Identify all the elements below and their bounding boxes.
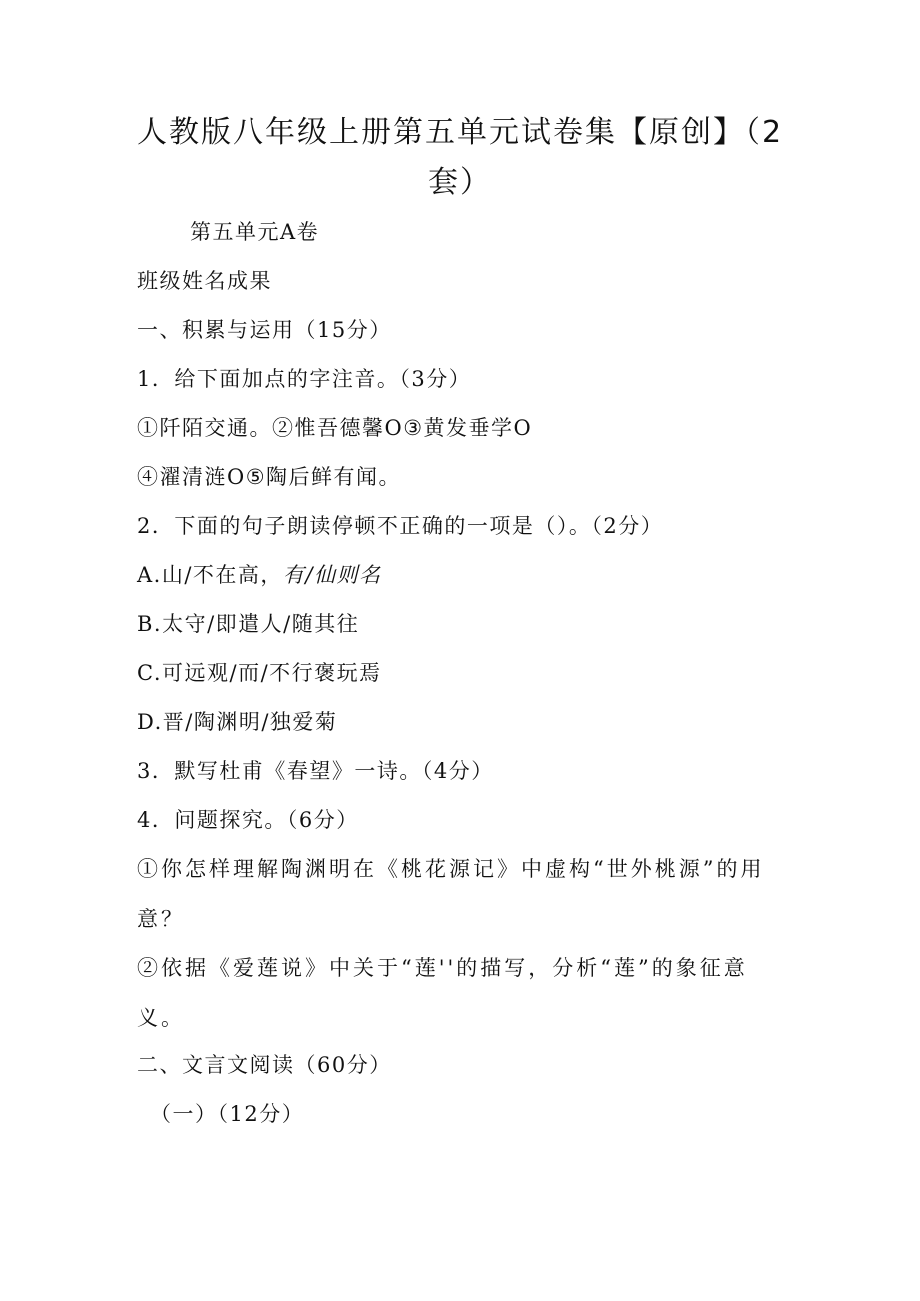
question-2-stem: 2．下面的句子朗读停顿不正确的一项是（）。（2分） <box>137 514 664 538</box>
question-2-option-a <box>137 560 382 590</box>
question-1-line-1: ①阡陌交通。②惟吾德馨O③黄发垂学O <box>137 416 533 440</box>
unit-subtitle: 第五单元A卷 <box>190 220 320 244</box>
question-4-sub-1: ①你怎样理解陶渊明在《桃花源记》中虚构“世外桃源”的用意？ <box>137 857 765 931</box>
question-2-option-c: C.可远观/而/不行褒玩焉 <box>137 661 382 685</box>
question-1-line-2: ④濯清涟O⑤陶后鲜有闻。 <box>137 465 402 489</box>
option-a-plain-text: A.山/不在高， <box>137 563 283 587</box>
document-title: 人教版八年级上册第五单元试卷集【原创】（2套） <box>136 115 784 200</box>
section-2-part-1: （一）（12分） <box>150 1102 305 1126</box>
question-2-option-d: D.晋/陶渊明/独爱菊 <box>137 710 338 734</box>
class-name-score-line: 班级姓名成果 <box>137 269 272 293</box>
question-4-stem: 4．问题探究。（6分） <box>137 808 359 832</box>
option-a-italic-text: 有/仙则名 <box>282 563 382 587</box>
question-3-stem: 3．默写杜甫《春望》一诗。（4分） <box>137 759 494 783</box>
question-1-stem: 1．给下面加点的字注音。（3分） <box>137 367 472 391</box>
section-2-heading: 二、文言文阅读（60分） <box>137 1053 392 1077</box>
question-2-option-b: B.太守/即遣人/随其往 <box>137 612 360 636</box>
section-1-heading: 一、积累与运用（15分） <box>137 318 392 342</box>
question-4-sub-2: ②依据《爱莲说》中关于“莲''的描写，分析“莲”的象征意义。 <box>137 956 748 1030</box>
